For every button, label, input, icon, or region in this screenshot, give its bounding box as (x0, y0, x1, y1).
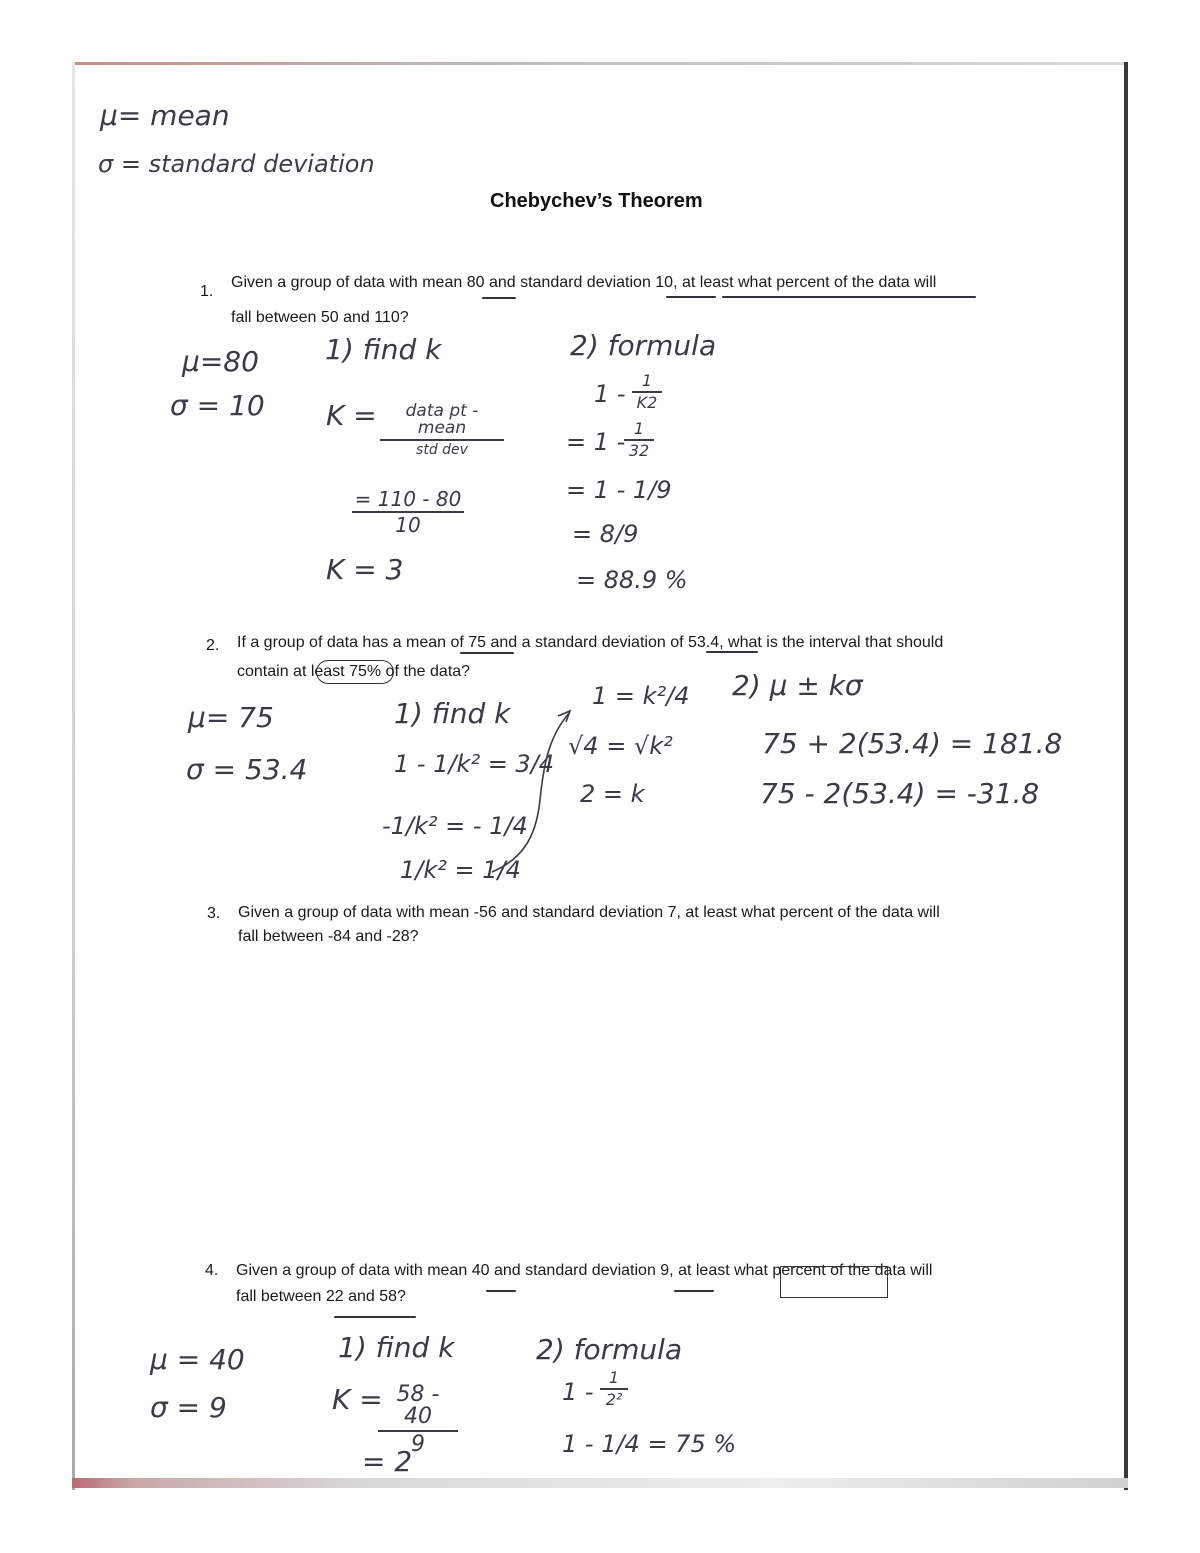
underline-mean-80 (482, 297, 516, 299)
work1-formula-2-prefix: = 1 - (566, 428, 626, 456)
question-3-number: 3. (207, 905, 221, 922)
work2-sigma: σ = 53.4 (186, 753, 308, 786)
work4-k-equals: K = (332, 1383, 383, 1416)
question-1-line-2: fall between 50 and 110? (231, 309, 409, 326)
work4-formula-1-fraction: $\frac{1}{\text{2²}}$ (600, 1370, 628, 1408)
underline-22-and-58 (334, 1316, 416, 1318)
work4-sigma: σ = 9 (150, 1391, 227, 1424)
work1-sigma: σ = 10 (170, 389, 265, 422)
work1-formula-result: = 88.9 % (576, 566, 688, 594)
work2-equation-6: 2 = k (580, 780, 645, 808)
work2-step-interval: 2) μ ± kσ (732, 669, 863, 702)
underline-at-least-percent (722, 296, 976, 298)
question-4-line-2: fall between 22 and 58? (236, 1288, 406, 1305)
question-2-line-1: If a group of data has a mean of 75 and a standard deviation of 53.4, what is the interval that should (237, 634, 944, 651)
work4-k-result: = 2 (362, 1445, 413, 1478)
work1-k-result: K = 3 (326, 553, 404, 586)
work2-equation-1: 1 - 1/k² = 3/4 (394, 750, 555, 778)
work1-formula-2-fraction: $\frac{1}{32}$ (624, 421, 654, 459)
work2-equation-4: 1 = k²/4 (592, 682, 690, 710)
page-edge-left (72, 62, 75, 1490)
question-3-line-1: Given a group of data with mean -56 and standard deviation 7, at least what percent of the data will (238, 904, 940, 921)
page-edge-bottom (72, 1478, 1128, 1488)
legend-standard-deviation: σ = standard deviation (98, 150, 375, 178)
work1-step-find-k: 1) find k (325, 333, 442, 366)
underline-mean-75 (460, 652, 514, 654)
question-2-line-2: contain at least 75% of the data? (237, 663, 471, 680)
box-what-percent (780, 1266, 888, 1298)
work2-lower-bound: 75 - 2(53.4) = -31.8 (760, 777, 1040, 810)
work1-step-formula: 2) formula (570, 329, 717, 362)
work1-formula-1-fraction: $\frac{1}{K2}$ (632, 373, 662, 411)
underline-mean-40 (486, 1290, 516, 1292)
underline-sd-53-4 (706, 651, 758, 653)
work1-formula-4: = 8/9 (572, 520, 639, 548)
question-1-number: 1. (200, 283, 214, 300)
underline-sd-10 (666, 296, 716, 298)
work4-formula-result: 1 - 1/4 = 75 % (562, 1430, 737, 1458)
work4-step-find-k: 1) find k (338, 1331, 455, 1364)
work4-mu: μ = 40 (150, 1343, 245, 1376)
work2-mu: μ= 75 (188, 701, 274, 734)
page-edge-top (72, 62, 1128, 65)
work4-k-fraction: $\frac{58 - 40}{9}$ (378, 1384, 458, 1456)
question-3-line-2: fall between -84 and -28? (238, 928, 419, 945)
work4-formula-1-prefix: 1 - (562, 1378, 594, 1406)
work1-k-formula: data pt - mean std dev (380, 403, 504, 457)
underline-sd-9 (674, 1290, 714, 1292)
work2-equation-2: -1/k² = - 1/4 (382, 812, 528, 840)
question-1-line-1: Given a group of data with mean 80 and standard deviation 10, at least what percent of the data will (231, 274, 937, 291)
question-2-number: 2. (206, 637, 220, 654)
question-4-number: 4. (205, 1262, 219, 1279)
page-edge-right (1124, 62, 1128, 1490)
work2-equation-5: √4 = √k² (568, 732, 673, 760)
work1-formula-3: = 1 - 1/9 (566, 476, 672, 504)
work1-k-equals: K = (326, 399, 377, 432)
work2-equation-3: 1/k² = 1/4 (400, 856, 521, 884)
work1-formula-1-prefix: 1 - (594, 380, 626, 408)
page-title: Chebychev’s Theorem (490, 190, 703, 212)
work1-substitution: $\frac{= 110 - 80}{10}$ (352, 489, 464, 535)
legend-mean: μ= mean (100, 99, 230, 132)
work4-step-formula: 2) formula (536, 1333, 683, 1366)
work1-mu: μ=80 (182, 345, 259, 378)
circle-least-75 (316, 660, 394, 684)
work2-step-find-k: 1) find k (394, 697, 511, 730)
work2-upper-bound: 75 + 2(53.4) = 181.8 (762, 727, 1063, 760)
question-4-line-1: Given a group of data with mean 40 and standard deviation 9, at least what percent of the data will (236, 1262, 933, 1279)
